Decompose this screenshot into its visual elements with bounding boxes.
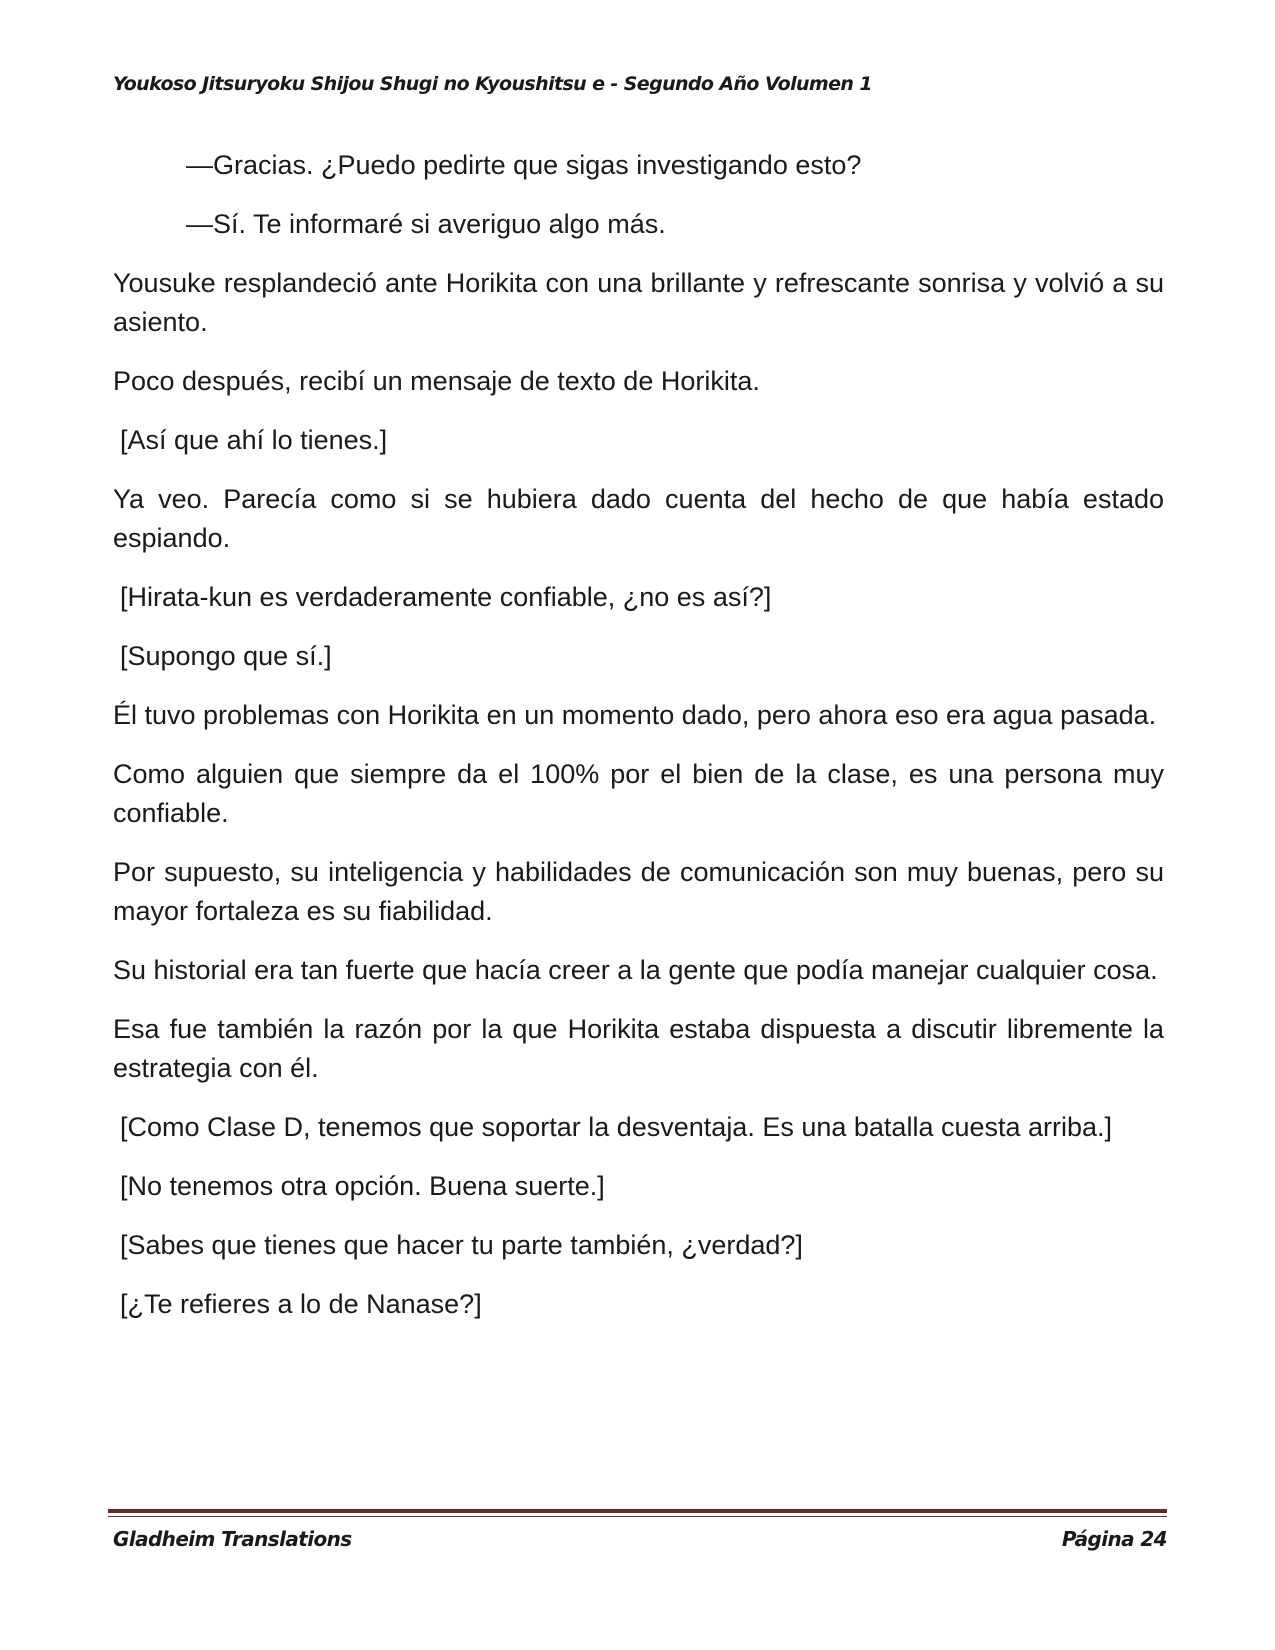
paragraph: Esa fue también la razón por la que Horikita estaba dispuesta a discutir libremente la estrategia con él. [113,1014,1164,1083]
paragraph: Yousuke resplandeció ante Horikita con una brillante y refrescante sonrisa y volvió a su asiento. [113,268,1164,337]
text-message: [Sabes que tienes que hacer tu parte también, ¿verdad?] [120,1230,803,1260]
footer-credit: Gladheim Translations [113,1527,352,1551]
dialogue-line: —Sí. Te informaré si averiguo algo más. [186,209,666,239]
footer-divider-thin [108,1516,1167,1517]
paragraph: Poco después, recibí un mensaje de texto de Horikita. [113,366,760,396]
paragraph: Él tuvo problemas con Horikita en un momento dado, pero ahora eso era agua pasada. [113,700,1157,730]
text-message: [Hirata-kun es verdaderamente confiable, ¿no es así?] [120,582,772,612]
paragraph: Su historial era tan fuerte que hacía creer a la gente que podía manejar cualquier cosa. [113,955,1158,985]
page-number: Página 24 [1061,1527,1167,1551]
text-message: [¿Te refieres a lo de Nanase?] [120,1289,482,1319]
text-message: [Supongo que sí.] [120,641,332,671]
text-message: [Así que ahí lo tienes.] [120,425,388,455]
running-header: Youkoso Jitsuryoku Shijou Shugi no Kyoushitsu e - Segundo Año Volumen 1 [113,73,872,95]
dialogue-line: —Gracias. ¿Puedo pedirte que sigas investigando esto? [186,150,862,180]
paragraph: Ya veo. Parecía como si se hubiera dado cuenta del hecho de que había estado espiando. [113,484,1164,553]
paragraph: Como alguien que siempre da el 100% por el bien de la clase, es una persona muy confiable. [113,759,1164,828]
footer-divider [108,1509,1167,1513]
paragraph: Por supuesto, su inteligencia y habilidades de comunicación son muy buenas, pero su mayor fortaleza es su fiabilidad. [113,857,1164,926]
text-message: [No tenemos otra opción. Buena suerte.] [120,1171,605,1201]
text-message: [Como Clase D, tenemos que soportar la desventaja. Es una batalla cuesta arriba.] [120,1112,1113,1142]
page-body [113,146,1164,1344]
